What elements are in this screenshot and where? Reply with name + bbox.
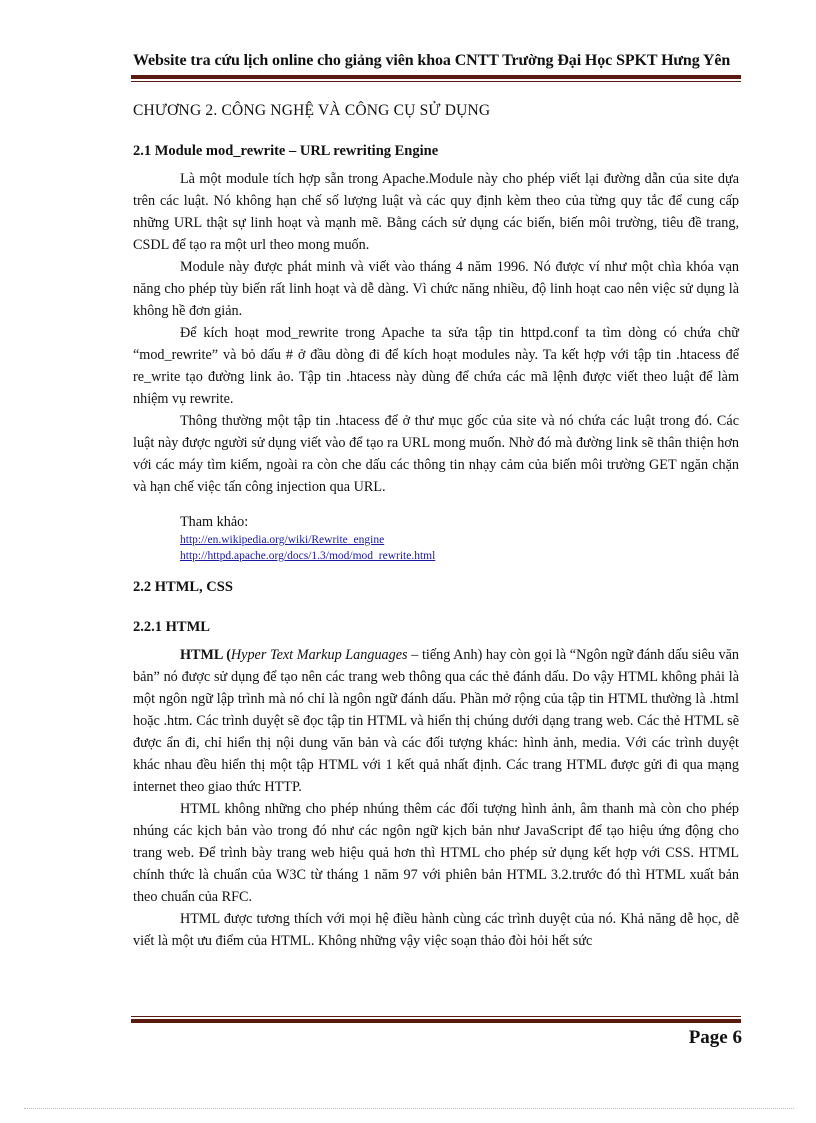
page-content bbox=[133, 100, 739, 952]
html-term: HTML ( bbox=[180, 647, 231, 663]
chapter-title: CHƯƠNG 2. CÔNG NGHỆ VÀ CÔNG CỤ SỬ DỤNG bbox=[133, 102, 491, 119]
paragraph: Để kích hoạt mod_rewrite trong Apache ta sửa tập tin httpd.conf ta tìm dòng có chứa chữ “mod_rewrite” và bỏ dấu # ở đầu dòng đi để kích hoạt modules này. Ta kết hợp với tập tin .htacess để re_write tạo đường link ảo. Tập tin .htacess này dùng để chứa các mã lệnh được viết theo luật để làm nhiệm vụ rewrite. bbox=[133, 325, 739, 407]
references-label: Tham khảo: bbox=[180, 514, 249, 530]
paragraph: HTML không những cho phép nhúng thêm các đối tượng hình ảnh, âm thanh mà còn cho phép nhúng các kịch bản vào trong đó như các ngôn ngữ kịch bản như JavaScript để tạo hiệu ứng động cho trang web. Để trình bày trang web hiệu quả hơn thì HTML cho phép sử dụng kết hợp với CSS. HTML chính thức là chuẩn của W3C từ tháng 1 năm 97 với phiên bản HTML 3.2.trước đó thì HTML xuất bản theo chuẩn của RFC. bbox=[133, 801, 739, 905]
running-header: Website tra cứu lịch online cho giảng viên khoa CNTT Trường Đại Học SPKT Hưng Yên bbox=[133, 52, 731, 69]
section-heading-2-1: 2.1 Module mod_rewrite – URL rewriting Engine bbox=[133, 143, 439, 159]
paragraph: HTML được tương thích với mọi hệ điều hành cùng các trình duyệt của nó. Khả năng dễ học, dễ viết là một ưu điểm của HTML. Không những vậy việc soạn thảo đòi hỏi hết sức bbox=[133, 911, 739, 949]
footer-rule-thick bbox=[131, 1019, 741, 1023]
page-number: Page 6 bbox=[688, 1027, 742, 1048]
html-expansion: Hyper Text Markup Languages bbox=[230, 647, 408, 663]
references bbox=[180, 512, 739, 564]
subsection-heading-2-2-1: 2.2.1 HTML bbox=[133, 619, 210, 635]
paragraph: Là một module tích hợp sẵn trong Apache.Module này cho phép viết lại đường dẫn của site dựa trên các luật. Nó không hạn chế số lượng luật và các quy định kèm theo của từng quy tắc để cung cấp những URL thật sự linh hoạt và mạnh mẽ. Bằng cách sử dụng các biến, biến môi trường, tiêu đề trang, CSDL để tạo ra một url theo mong muốn. bbox=[133, 171, 739, 253]
section-heading-2-2: 2.2 HTML, CSS bbox=[133, 579, 233, 595]
reference-link-apache[interactable]: http://httpd.apache.org/docs/1.3/mod/mod_rewrite.html bbox=[180, 550, 436, 562]
paragraph: Module này được phát minh và viết vào tháng 4 năm 1996. Nó được ví như một chìa khóa vạn năng cho phép tùy biến rất linh hoạt và dễ dàng. Vì chức năng nhiều, độ linh hoạt cao nên việc sử dụng là không hề đơn giản. bbox=[133, 259, 739, 319]
footer-rule-thin bbox=[131, 1016, 741, 1017]
paragraph bbox=[133, 644, 739, 798]
dash: – bbox=[407, 647, 422, 663]
page-bottom-dotted-line bbox=[24, 1108, 794, 1109]
header-rule-thick bbox=[131, 75, 741, 79]
paragraph: Thông thường một tập tin .htacess để ở thư mục gốc của site và nó chứa các luật trong đó. Các luật này được người sử dụng viết vào để tạo ra URL mong muốn. Nhờ đó mà đường link sẽ thân thiện hơn với các máy tìm kiếm, ngoài ra còn che dấu các thông tin nhạy cảm của biến môi trường GET ngăn chặn và hạn chế việc tấn công injection qua URL. bbox=[133, 413, 739, 495]
paragraph-rest: tiếng Anh) hay còn gọi là “Ngôn ngữ đánh dấu siêu văn bản” nó được sử dụng để tạo nên các trang web thông qua các thẻ đánh dấu. Do vậy HTML không phải là một ngôn ngữ lập trình mà nó chỉ là ngôn ngữ đánh dấu. Phần mở rộng của tập tin HTML thường là .html hoặc .htm. Các trình duyệt sẽ đọc tập tin HTML và hiển thị chúng dưới dạng trang web. Các thẻ HTML sẽ được ẩn đi, chỉ hiển thị nội dung văn bản và các đối tượng khác: hình ảnh, media. Với các trình duyệt khác nhau đều hiển thị một tập HTML với 1 kết quả nhất định. Các trang HTML được gửi đi qua mạng internet theo giao thức HTTP. bbox=[133, 647, 740, 795]
header-rule-thin bbox=[131, 81, 741, 82]
reference-link-wikipedia[interactable]: http://en.wikipedia.org/wiki/Rewrite_engine bbox=[180, 534, 385, 546]
